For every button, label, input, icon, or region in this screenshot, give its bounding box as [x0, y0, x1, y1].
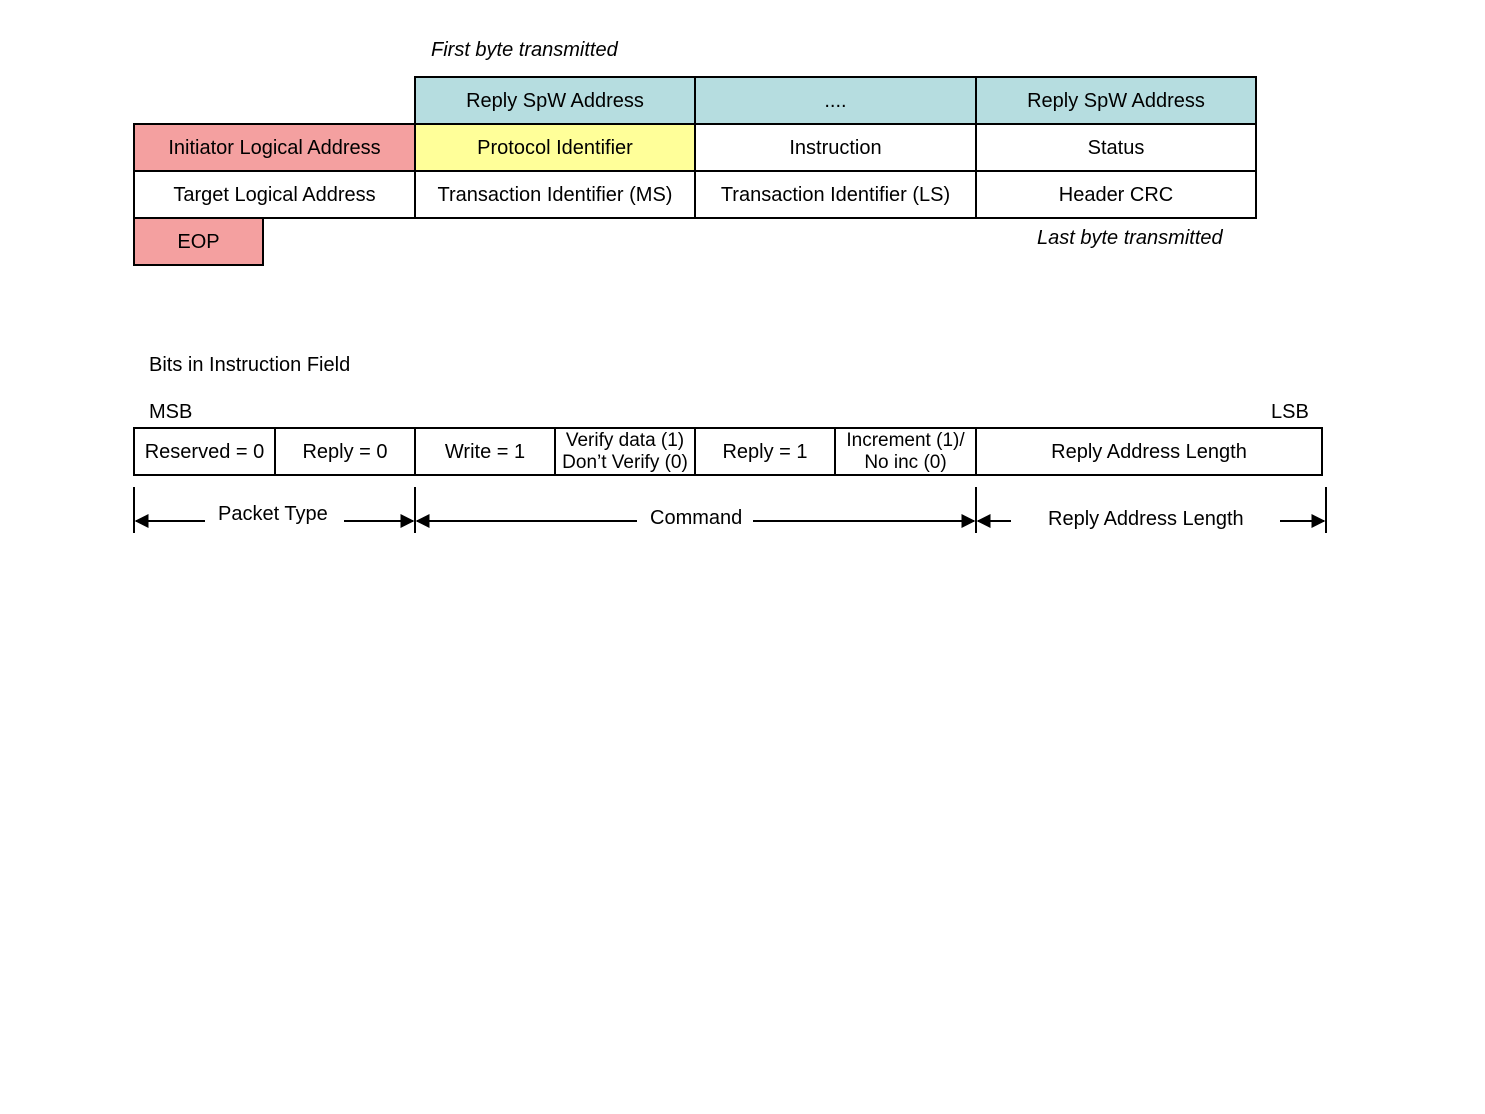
protocol-identifier: Protocol Identifier [414, 123, 696, 172]
first-byte-label: First byte transmitted [431, 39, 618, 61]
bit-reserved: Reserved = 0 [133, 427, 276, 476]
initiator-logical-address: Initiator Logical Address [133, 123, 416, 172]
instruction-field: Instruction [694, 123, 977, 172]
bit-reply-packet-type: Reply = 0 [274, 427, 416, 476]
reply-spw-address-first: Reply SpW Address [414, 76, 696, 125]
bit-increment-line-1: Increment (1)/ [846, 429, 965, 451]
group-reply-address-length: Reply Address Length [1048, 508, 1244, 530]
bit-reply-address-length: Reply Address Length [975, 427, 1323, 476]
transaction-identifier-ms: Transaction Identifier (MS) [414, 170, 696, 219]
bit-write: Write = 1 [414, 427, 556, 476]
group-command: Command [650, 507, 743, 529]
bit-increment-line-2: No inc (0) [864, 451, 947, 473]
lsb-label: LSB [1271, 401, 1309, 423]
instruction-bits-title: Bits in Instruction Field [149, 354, 351, 376]
msb-label: MSB [149, 401, 193, 423]
header-crc: Header CRC [975, 170, 1257, 219]
reply-spw-address-last: Reply SpW Address [975, 76, 1257, 125]
eop-marker: EOP [133, 217, 264, 266]
bit-reply-command: Reply = 1 [694, 427, 836, 476]
group-packet-type: Packet Type [218, 503, 328, 525]
last-byte-label: Last byte transmitted [1037, 227, 1223, 249]
reply-spw-address-ellipsis: .... [694, 76, 977, 125]
status-field: Status [975, 123, 1257, 172]
transaction-identifier-ls: Transaction Identifier (LS) [694, 170, 977, 219]
bit-verify-line-2: Don’t Verify (0) [562, 451, 688, 473]
target-logical-address: Target Logical Address [133, 170, 416, 219]
bit-verify-line-1: Verify data (1) [565, 429, 685, 451]
